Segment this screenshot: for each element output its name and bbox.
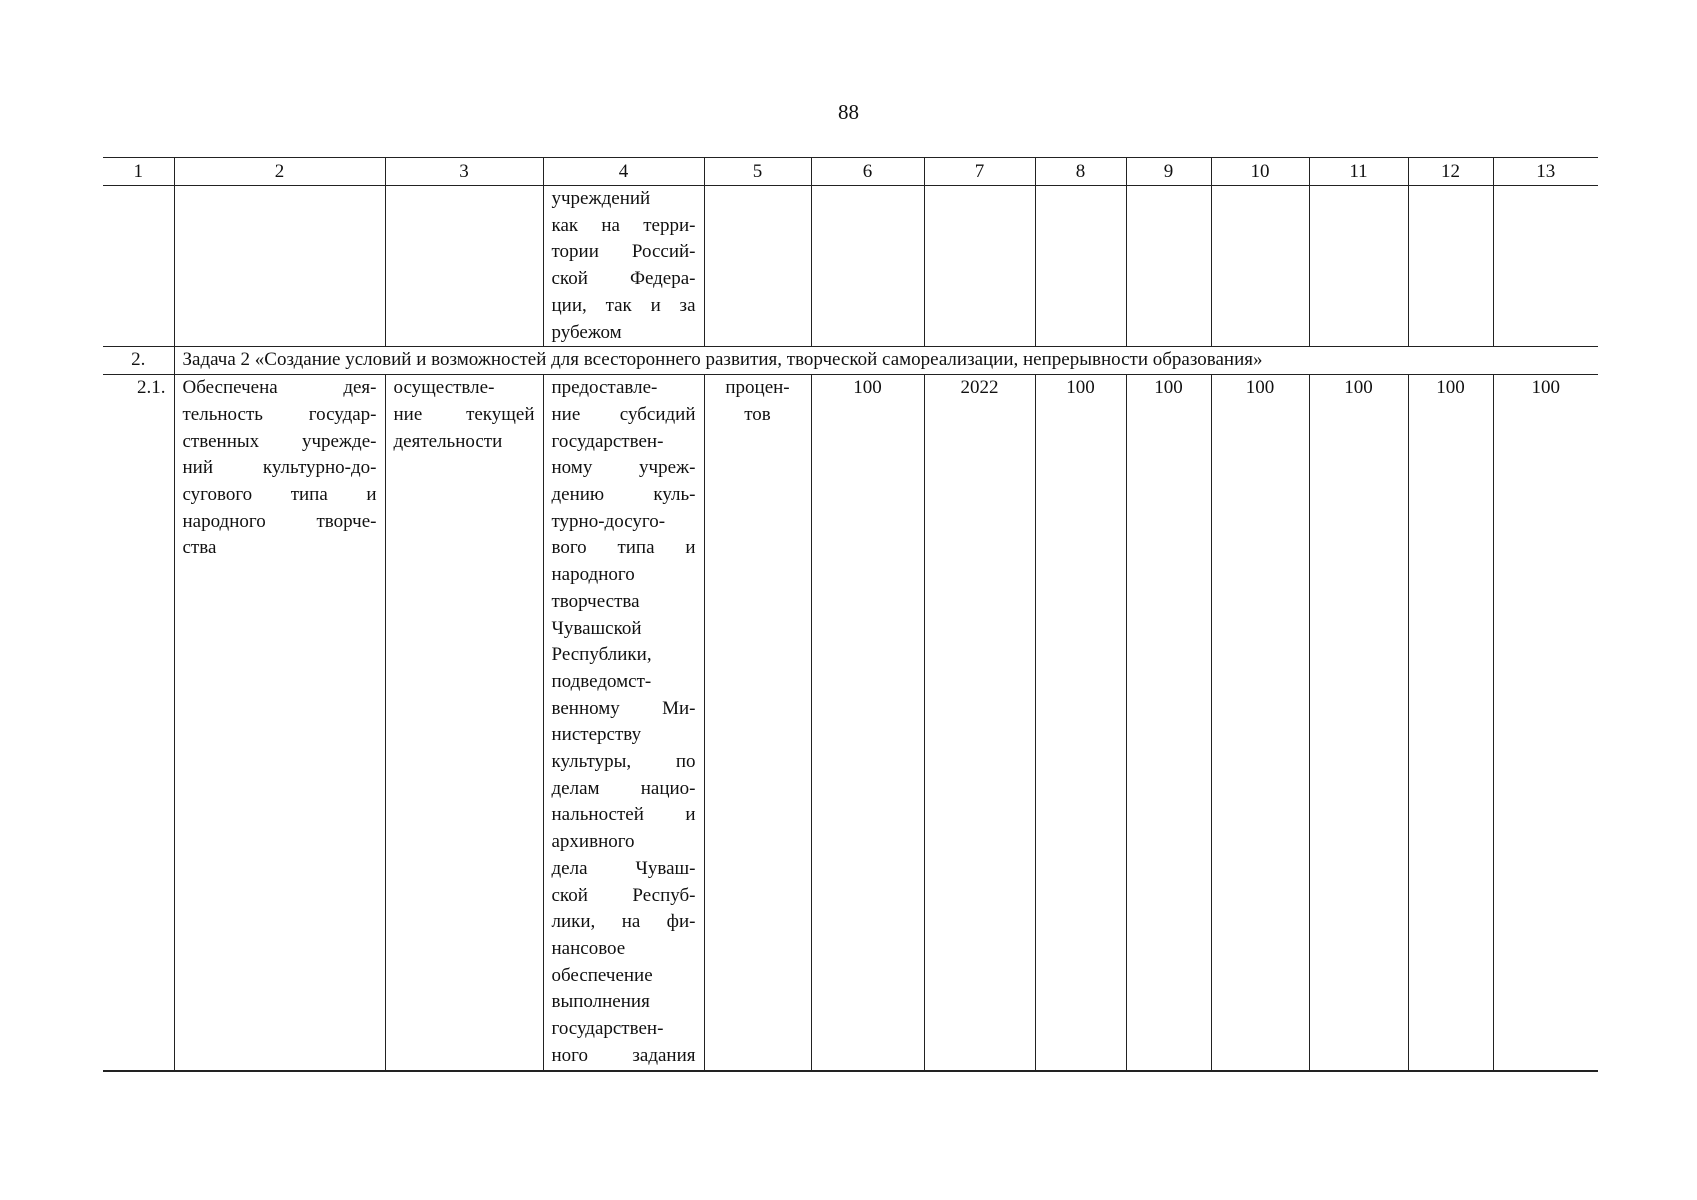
column-header: 8 [1035,158,1126,186]
row-number: 2.1. [103,375,174,1071]
cell-result-description [174,375,385,1071]
text-line: делам нацио- [551,777,696,799]
text-line: ному учреж- [551,457,696,479]
text-line: дела Чуваш- [551,857,696,879]
cell-empty [1309,186,1408,347]
section-number: 2. [103,347,174,375]
cell-empty [1493,186,1598,347]
text-line: вого типа и [551,537,696,559]
text-line: учреждений [551,188,651,209]
cell-subsidy-description [543,375,704,1071]
text-line: нансовое [551,937,626,959]
cell-value: 100 [1408,375,1493,1071]
text-line: выполнения [551,991,650,1013]
column-header: 6 [811,158,924,186]
text-line: рубежом [551,321,622,343]
cell-empty [1408,186,1493,347]
continuation-row [103,186,1598,347]
cell-value: 100 [1211,375,1309,1071]
column-number-header-row [103,158,1598,186]
text-line: государствен- [551,1018,664,1040]
column-header: 1 [103,158,174,186]
cell-value: 100 [811,375,924,1071]
cell-empty [1035,186,1126,347]
text-line: Обеспечена дея- [182,377,377,399]
cell-empty [811,186,924,347]
cell-year: 2022 [924,375,1035,1071]
text-line: деятельности [393,430,503,452]
column-header: 10 [1211,158,1309,186]
text-line: творчества [551,590,640,612]
column-header: 4 [543,158,704,186]
column-header: 3 [385,158,543,186]
cell-empty [174,186,385,347]
cell-unit [704,375,811,1071]
text-line: ние субсидий [551,403,696,425]
text-line: тории Россий- [551,241,696,263]
text-line: тов [744,403,771,425]
text-line: народного творче- [182,510,377,532]
text-line: ного задания [551,1044,696,1066]
text-line: Республики, [551,644,652,666]
cell-empty [1126,186,1211,347]
section-title: Задача 2 «Создание условий и возможностей для всестороннего развития, творческой самореализации, непрерывности образования» [174,347,1598,375]
text-line: венному Ми- [551,697,696,719]
text-line: культуры, по [551,751,696,773]
text-line: подведомст- [551,670,652,692]
text-line: турно-досуго- [551,510,666,532]
cell-value: 100 [1035,375,1126,1071]
cell-continuation-text [543,186,704,347]
text-line: архивного [551,831,635,853]
column-header: 12 [1408,158,1493,186]
cell-empty [103,186,174,347]
text-line: нальностей и [551,804,696,826]
text-line: дению куль- [551,484,696,506]
cell-value: 100 [1309,375,1408,1071]
column-header: 2 [174,158,385,186]
column-header: 13 [1493,158,1598,186]
text-line: ственных учрежде- [182,430,377,452]
text-line: ний культурно-до- [182,457,377,479]
column-header: 5 [704,158,811,186]
text-line: тельность государ- [182,403,377,425]
cell-activity-type [385,375,543,1071]
text-line: как на терри- [551,214,696,236]
text-line: обеспечение [551,964,653,986]
cell-empty [924,186,1035,347]
text-line: государствен- [551,430,664,452]
indicators-table [103,157,1598,1072]
text-line: ции, так и за [551,294,696,316]
cell-empty [385,186,543,347]
cell-value: 100 [1126,375,1211,1071]
column-header: 7 [924,158,1035,186]
text-line: ства [182,537,217,559]
column-header: 9 [1126,158,1211,186]
text-line: сугового типа и [182,484,377,506]
text-line: Чувашской [551,617,642,639]
text-line: народного [551,564,635,586]
page-number: 88 [838,100,859,124]
section-row-task-2 [103,347,1598,375]
cell-empty [704,186,811,347]
text-line: лики, на фи- [551,911,696,933]
column-header: 11 [1309,158,1408,186]
cell-value: 100 [1493,375,1598,1071]
text-line: ской Федера- [551,268,696,290]
text-line: ской Респуб- [551,884,696,906]
cell-empty [1211,186,1309,347]
text-line: осуществле- [393,377,495,399]
text-line: предоставле- [551,377,658,399]
table-row-2-1 [103,375,1598,1071]
text-line: ние текущей [393,403,535,425]
text-line: процен- [725,377,790,399]
text-line: нистерству [551,724,642,746]
